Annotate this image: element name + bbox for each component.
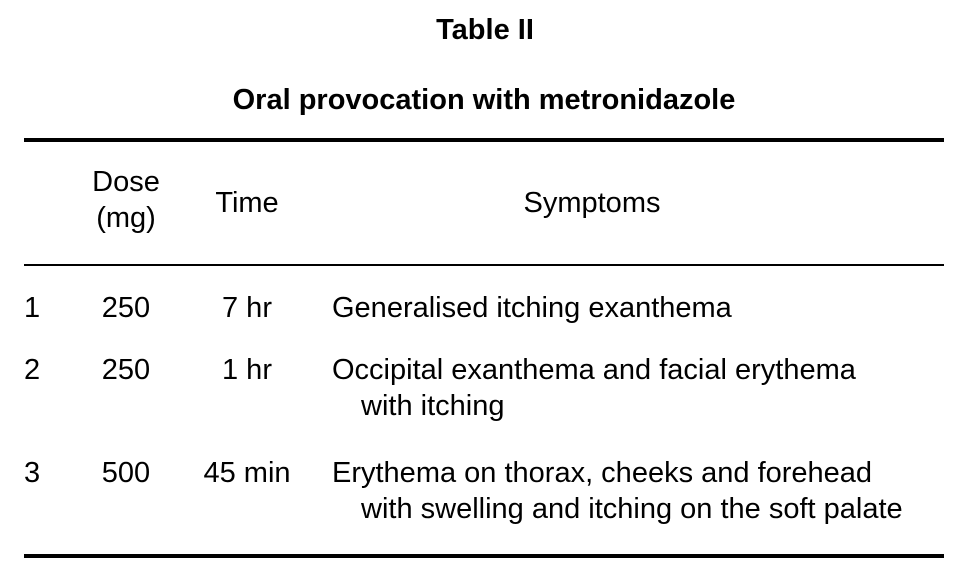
row-1-dose: 250 <box>101 292 151 324</box>
table-caption: Oral provocation with metronidazole <box>232 84 736 116</box>
row-3-symptoms-line1: Erythema on thorax, cheeks and forehead <box>332 457 873 489</box>
row-2-dose: 250 <box>101 354 151 386</box>
row-3-time: 45 min <box>203 457 291 489</box>
row-3-symptoms <box>332 455 903 527</box>
row-1-symptoms: Generalised itching exanthema <box>332 292 732 324</box>
row-2-time: 1 hr <box>222 354 272 386</box>
row-2-symptoms <box>332 352 856 424</box>
header-dose-line2: (mg) <box>96 202 156 234</box>
header-time: Time <box>215 187 279 219</box>
row-2-symptoms-line1: Occipital exanthema and facial erythema <box>332 354 856 386</box>
header-rule <box>24 264 944 266</box>
row-1-time: 7 hr <box>222 292 272 324</box>
row-2-symptoms-line2: with itching <box>361 390 505 422</box>
bottom-rule <box>24 554 944 558</box>
top-rule <box>24 138 944 142</box>
row-2-index: 2 <box>24 354 41 386</box>
header-dose <box>70 164 182 236</box>
table-title: Table II <box>436 14 534 46</box>
row-1-index: 1 <box>24 292 41 324</box>
row-3-symptoms-line2: with swelling and itching on the soft palate <box>361 493 903 525</box>
header-dose-line1: Dose <box>92 166 160 198</box>
header-symptoms: Symptoms <box>523 187 661 219</box>
row-3-dose: 500 <box>101 457 151 489</box>
row-3-index: 3 <box>24 457 41 489</box>
